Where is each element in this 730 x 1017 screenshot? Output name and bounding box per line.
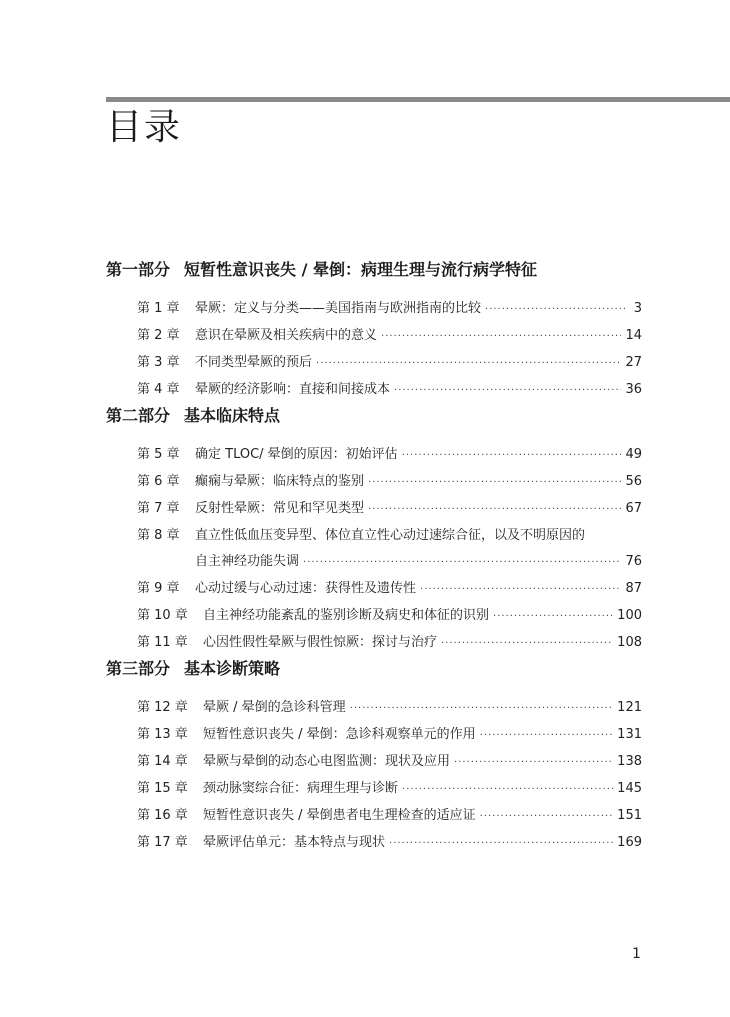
dot-leader bbox=[389, 831, 613, 857]
chapter-page: 121 bbox=[617, 700, 642, 715]
chapter-label: 第 8 章 bbox=[137, 528, 180, 543]
chapter-label: 第 5 章 bbox=[137, 447, 180, 462]
dot-leader bbox=[420, 577, 621, 603]
chapter-entry[interactable] bbox=[106, 722, 642, 749]
chapter-page: 100 bbox=[617, 608, 642, 623]
part-heading bbox=[106, 258, 642, 282]
part-label: 第一部分 bbox=[106, 260, 171, 279]
chapter-title: 癫痫与晕厥：临床特点的鉴别 bbox=[195, 474, 365, 489]
dot-leader bbox=[485, 297, 628, 323]
chapter-label: 第 10 章 bbox=[137, 608, 188, 623]
chapter-title: 短暂性意识丧失 / 晕倒患者电生理检查的适应证 bbox=[203, 808, 476, 823]
chapter-title: 颈动脉窦综合征：病理生理与诊断 bbox=[203, 781, 399, 796]
dot-leader bbox=[394, 378, 621, 404]
part-heading bbox=[106, 657, 642, 681]
chapter-page: 151 bbox=[617, 808, 642, 823]
chapter-label: 第 4 章 bbox=[137, 382, 180, 397]
dot-leader bbox=[303, 550, 621, 576]
part-title: 基本诊断策略 bbox=[184, 659, 281, 678]
chapter-page: 145 bbox=[617, 781, 642, 796]
chapter-entry[interactable] bbox=[106, 576, 642, 603]
chapter-title: 晕厥评估单元：基本特点与现状 bbox=[203, 835, 386, 850]
chapter-page: 169 bbox=[617, 835, 642, 850]
chapter-title: 心因性假性晕厥与假性惊厥：探讨与治疗 bbox=[203, 635, 438, 650]
part-3 bbox=[106, 657, 642, 857]
chapter-entry[interactable] bbox=[106, 776, 642, 803]
chapter-label: 第 9 章 bbox=[137, 581, 180, 596]
chapter-label: 第 6 章 bbox=[137, 474, 180, 489]
chapter-entry[interactable] bbox=[106, 469, 642, 496]
chapter-page: 108 bbox=[617, 635, 642, 650]
chapter-title: 晕厥：定义与分类——美国指南与欧洲指南的比较 bbox=[195, 301, 482, 316]
dot-leader bbox=[381, 324, 621, 350]
chapter-entry[interactable] bbox=[106, 323, 642, 350]
chapter-entry[interactable] bbox=[106, 377, 642, 404]
chapter-title: 反射性晕厥：常见和罕见类型 bbox=[195, 501, 365, 516]
part-2 bbox=[106, 404, 642, 657]
chapter-entry[interactable] bbox=[106, 603, 642, 630]
chapter-list bbox=[106, 442, 642, 657]
chapter-title: 晕厥的经济影响：直接和间接成本 bbox=[195, 382, 391, 397]
dot-leader bbox=[368, 497, 621, 523]
chapter-title: 意识在晕厥及相关疾病中的意义 bbox=[195, 328, 378, 343]
chapter-entry[interactable] bbox=[106, 350, 642, 377]
chapter-label: 第 16 章 bbox=[137, 808, 188, 823]
chapter-title: 心动过缓与心动过速：获得性及遗传性 bbox=[195, 581, 417, 596]
dot-leader bbox=[480, 723, 614, 749]
chapter-entry[interactable] bbox=[106, 442, 642, 469]
dot-leader bbox=[350, 696, 614, 722]
chapter-label: 第 12 章 bbox=[137, 700, 188, 715]
chapter-page: 87 bbox=[625, 581, 642, 596]
dot-leader bbox=[493, 604, 613, 630]
chapter-label: 第 2 章 bbox=[137, 328, 180, 343]
part-title: 短暂性意识丧失 / 晕倒：病理生理与流行病学特征 bbox=[184, 260, 538, 279]
chapter-title: 晕厥与晕倒的动态心电图监测：现状及应用 bbox=[203, 754, 451, 769]
chapter-title: 不同类型晕厥的预后 bbox=[195, 355, 313, 370]
chapter-label: 第 1 章 bbox=[137, 301, 180, 316]
chapter-label: 第 3 章 bbox=[137, 355, 180, 370]
chapter-page: 27 bbox=[625, 355, 642, 370]
chapter-title: 确定 TLOC/ 晕倒的原因：初始评估 bbox=[195, 447, 398, 462]
chapter-entry[interactable] bbox=[106, 523, 642, 576]
chapter-entry[interactable] bbox=[106, 749, 642, 776]
chapter-list bbox=[106, 695, 642, 857]
chapter-title: 直立性低血压变异型、体位直立性心动过速综合征，以及不明原因的 bbox=[195, 528, 586, 543]
dot-leader bbox=[454, 750, 613, 776]
chapter-label: 第 7 章 bbox=[137, 501, 180, 516]
page-title: 目录 bbox=[106, 107, 183, 148]
chapter-page: 131 bbox=[617, 727, 642, 742]
chapter-page: 36 bbox=[625, 382, 642, 397]
dot-leader bbox=[402, 443, 622, 469]
chapter-page: 76 bbox=[625, 554, 642, 569]
chapter-entry[interactable] bbox=[106, 296, 642, 323]
chapter-label: 第 13 章 bbox=[137, 727, 188, 742]
chapter-entry[interactable] bbox=[106, 695, 642, 722]
chapter-page: 138 bbox=[617, 754, 642, 769]
part-heading bbox=[106, 404, 642, 428]
dot-leader bbox=[402, 777, 613, 803]
dot-leader bbox=[316, 351, 621, 377]
chapter-page: 3 bbox=[633, 301, 642, 316]
chapter-title: 晕厥 / 晕倒的急诊科管理 bbox=[203, 700, 346, 715]
chapter-label: 第 17 章 bbox=[137, 835, 188, 850]
chapter-title-continued: 自主神经功能失调 bbox=[195, 554, 300, 569]
chapter-page: 56 bbox=[625, 474, 642, 489]
page-number: 1 bbox=[632, 946, 641, 962]
chapter-page: 14 bbox=[625, 328, 642, 343]
chapter-page: 49 bbox=[625, 447, 642, 462]
chapter-entry[interactable] bbox=[106, 496, 642, 523]
part-label: 第三部分 bbox=[106, 659, 171, 678]
chapter-title: 自主神经功能紊乱的鉴别诊断及病史和体征的识别 bbox=[203, 608, 490, 623]
top-rule bbox=[106, 97, 730, 102]
chapter-label: 第 11 章 bbox=[137, 635, 188, 650]
dot-leader bbox=[441, 631, 613, 657]
table-of-contents bbox=[106, 258, 642, 857]
chapter-label: 第 15 章 bbox=[137, 781, 188, 796]
dot-leader bbox=[480, 804, 614, 830]
chapter-title: 短暂性意识丧失 / 晕倒：急诊科观察单元的作用 bbox=[203, 727, 476, 742]
part-title: 基本临床特点 bbox=[184, 406, 281, 425]
dot-leader bbox=[368, 470, 621, 496]
part-label: 第二部分 bbox=[106, 406, 171, 425]
chapter-entry[interactable] bbox=[106, 803, 642, 830]
chapter-entry[interactable] bbox=[106, 830, 642, 857]
chapter-entry[interactable] bbox=[106, 630, 642, 657]
part-1 bbox=[106, 258, 642, 404]
chapter-label: 第 14 章 bbox=[137, 754, 188, 769]
chapter-list bbox=[106, 296, 642, 404]
chapter-page: 67 bbox=[625, 501, 642, 516]
